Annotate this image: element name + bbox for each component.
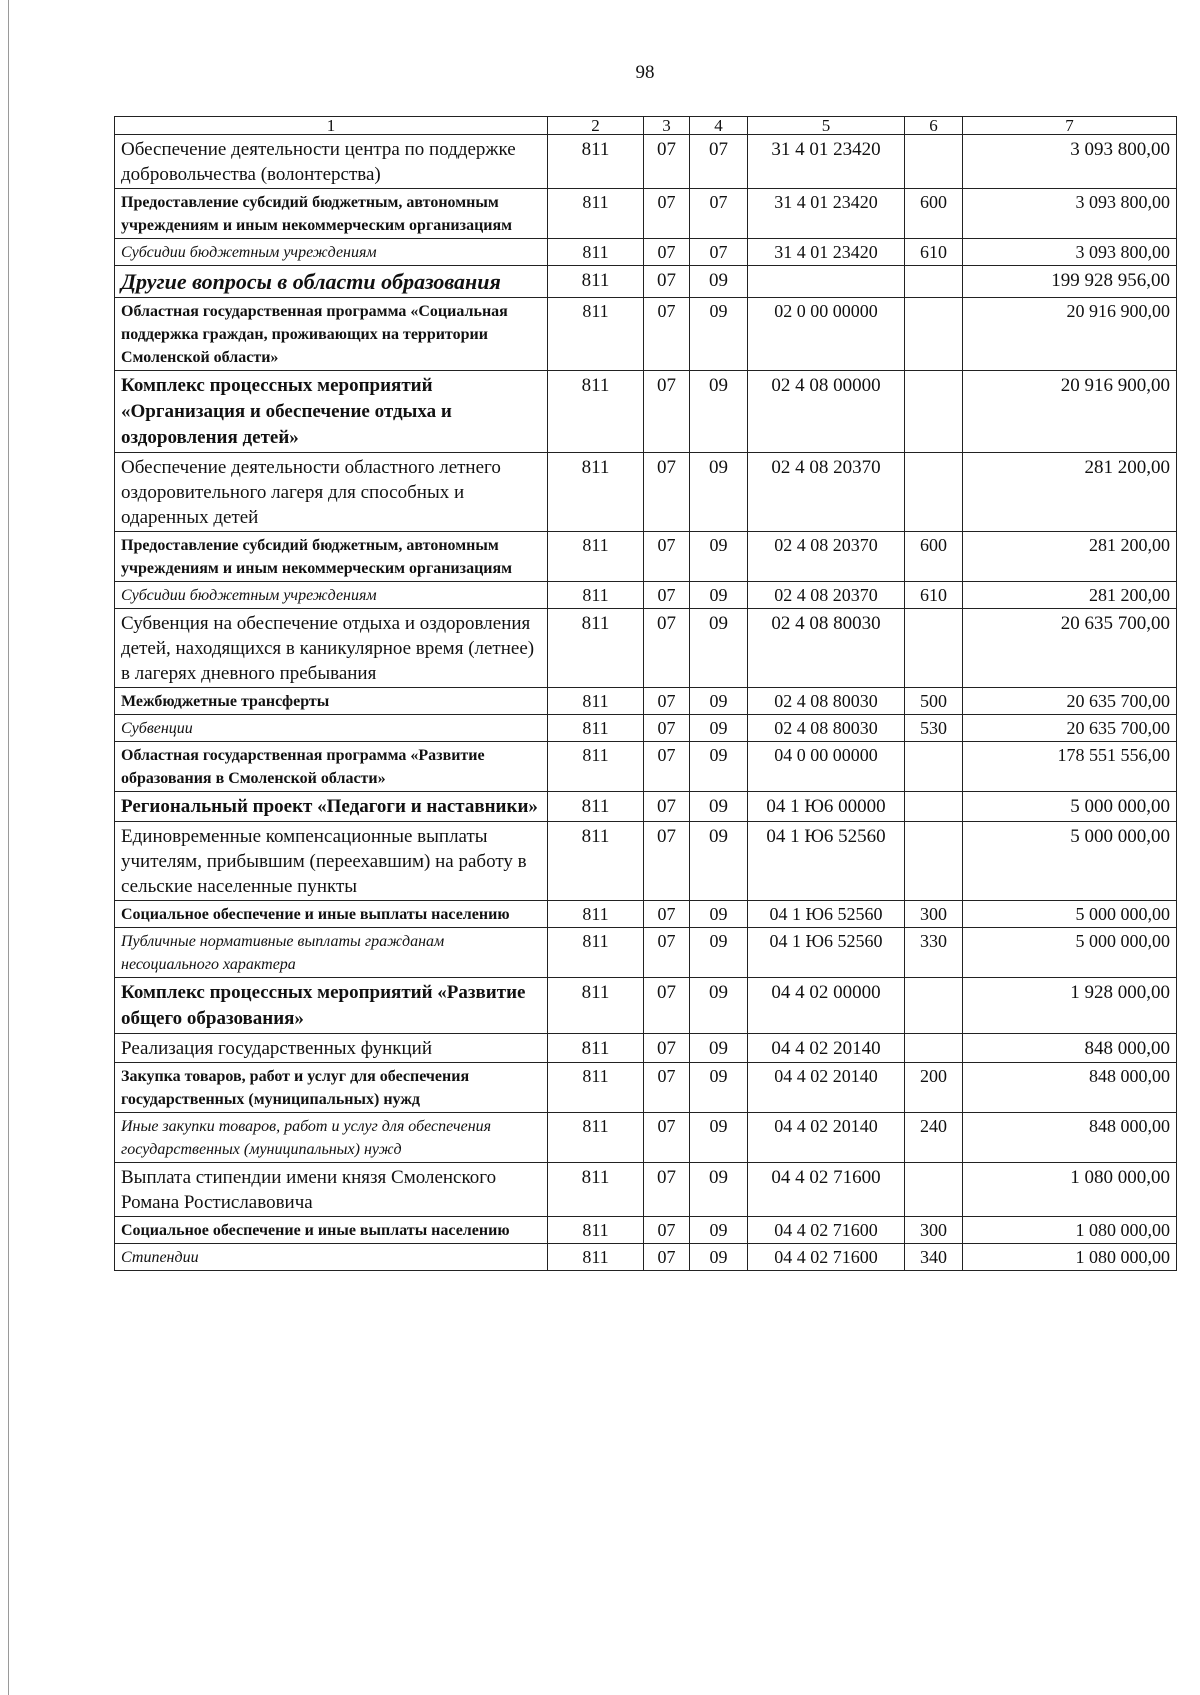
header-cell: 3 (644, 117, 690, 135)
row-amount-cell: 281 200,00 (963, 582, 1177, 609)
row-code-cell: 811 (548, 688, 644, 715)
row-section-cell: 07 (644, 1113, 690, 1163)
table-row (115, 453, 1177, 532)
row-section-cell: 07 (644, 239, 690, 266)
row-name-cell: Региональный проект «Педагоги и наставники» (115, 792, 548, 822)
row-target-article-cell: 02 4 08 20370 (748, 453, 905, 532)
row-expense-type-cell: 600 (905, 189, 963, 239)
row-code-cell: 811 (548, 792, 644, 822)
row-section-cell: 07 (644, 928, 690, 978)
row-name-cell: Публичные нормативные выплаты гражданам несоциального характера (115, 928, 548, 978)
row-section-cell: 07 (644, 978, 690, 1034)
row-subsection-cell: 09 (690, 1244, 748, 1271)
row-subsection-cell: 09 (690, 582, 748, 609)
header-row (115, 117, 1177, 135)
row-code-cell: 811 (548, 1217, 644, 1244)
row-section-cell: 07 (644, 1034, 690, 1063)
row-name-cell: Комплекс процессных мероприятий «Организация и обеспечение отдыха и оздоровления детей» (115, 371, 548, 453)
row-expense-type-cell: 300 (905, 901, 963, 928)
table-row (115, 189, 1177, 239)
row-name-cell: Реализация государственных функций (115, 1034, 548, 1063)
row-name-cell: Обеспечение деятельности областного летнего оздоровительного лагеря для способных и одаренных детей (115, 453, 548, 532)
table-row (115, 582, 1177, 609)
row-code-cell: 811 (548, 371, 644, 453)
row-target-article-cell: 04 1 Ю6 52560 (748, 901, 905, 928)
row-code-cell: 811 (548, 189, 644, 239)
row-code-cell: 811 (548, 1244, 644, 1271)
row-amount-cell: 3 093 800,00 (963, 239, 1177, 266)
row-subsection-cell: 09 (690, 1063, 748, 1113)
row-expense-type-cell: 330 (905, 928, 963, 978)
row-subsection-cell: 09 (690, 1034, 748, 1063)
row-name-cell: Межбюджетные трансферты (115, 688, 548, 715)
row-expense-type-cell: 340 (905, 1244, 963, 1271)
table-row (115, 239, 1177, 266)
row-target-article-cell: 04 1 Ю6 52560 (748, 928, 905, 978)
table-row (115, 266, 1177, 298)
row-amount-cell: 3 093 800,00 (963, 189, 1177, 239)
row-amount-cell: 1 080 000,00 (963, 1217, 1177, 1244)
row-name-cell: Выплата стипендии имени князя Смоленского Романа Ростиславовича (115, 1163, 548, 1217)
row-section-cell: 07 (644, 1063, 690, 1113)
row-subsection-cell: 09 (690, 532, 748, 582)
table-row (115, 135, 1177, 189)
row-subsection-cell: 09 (690, 298, 748, 371)
table-row (115, 1217, 1177, 1244)
table-row (115, 1163, 1177, 1217)
row-subsection-cell: 09 (690, 792, 748, 822)
row-section-cell: 07 (644, 371, 690, 453)
row-target-article-cell: 02 4 08 80030 (748, 609, 905, 688)
row-target-article-cell: 31 4 01 23420 (748, 135, 905, 189)
row-expense-type-cell (905, 1034, 963, 1063)
row-subsection-cell: 07 (690, 189, 748, 239)
row-target-article-cell: 02 0 00 00000 (748, 298, 905, 371)
table-row (115, 1034, 1177, 1063)
header-cell: 1 (115, 117, 548, 135)
row-section-cell: 07 (644, 901, 690, 928)
row-target-article-cell: 04 4 02 71600 (748, 1244, 905, 1271)
table-row (115, 822, 1177, 901)
row-subsection-cell: 07 (690, 239, 748, 266)
row-code-cell: 811 (548, 1113, 644, 1163)
row-amount-cell: 5 000 000,00 (963, 928, 1177, 978)
row-name-cell: Субвенции (115, 715, 548, 742)
table-row (115, 792, 1177, 822)
row-code-cell: 811 (548, 239, 644, 266)
row-target-article-cell: 02 4 08 80030 (748, 715, 905, 742)
row-subsection-cell: 09 (690, 1163, 748, 1217)
row-expense-type-cell (905, 371, 963, 453)
row-section-cell: 07 (644, 135, 690, 189)
row-subsection-cell: 09 (690, 371, 748, 453)
row-expense-type-cell: 530 (905, 715, 963, 742)
row-amount-cell: 20 635 700,00 (963, 688, 1177, 715)
row-section-cell: 07 (644, 298, 690, 371)
table-row (115, 901, 1177, 928)
row-section-cell: 07 (644, 688, 690, 715)
row-target-article-cell: 04 4 02 20140 (748, 1034, 905, 1063)
row-amount-cell: 178 551 556,00 (963, 742, 1177, 792)
row-expense-type-cell (905, 453, 963, 532)
row-target-article-cell: 04 0 00 00000 (748, 742, 905, 792)
header-cell: 7 (963, 117, 1177, 135)
row-subsection-cell: 09 (690, 978, 748, 1034)
table-row (115, 298, 1177, 371)
row-code-cell: 811 (548, 1163, 644, 1217)
row-section-cell: 07 (644, 1244, 690, 1271)
row-amount-cell: 1 080 000,00 (963, 1244, 1177, 1271)
row-code-cell: 811 (548, 742, 644, 792)
binding-line (8, 0, 9, 1695)
row-target-article-cell: 31 4 01 23420 (748, 189, 905, 239)
row-section-cell: 07 (644, 266, 690, 298)
row-code-cell: 811 (548, 901, 644, 928)
row-section-cell: 07 (644, 1217, 690, 1244)
row-amount-cell: 281 200,00 (963, 532, 1177, 582)
row-name-cell: Единовременные компенсационные выплаты учителям, прибывшим (переехавшим) на работу в сельские населенные пункты (115, 822, 548, 901)
row-section-cell: 07 (644, 822, 690, 901)
row-subsection-cell: 09 (690, 609, 748, 688)
row-expense-type-cell (905, 792, 963, 822)
row-amount-cell: 1 928 000,00 (963, 978, 1177, 1034)
row-target-article-cell (748, 266, 905, 298)
row-section-cell: 07 (644, 715, 690, 742)
row-expense-type-cell (905, 1163, 963, 1217)
row-expense-type-cell (905, 978, 963, 1034)
row-code-cell: 811 (548, 822, 644, 901)
row-target-article-cell: 04 4 02 20140 (748, 1113, 905, 1163)
table-row (115, 1063, 1177, 1113)
table-row (115, 688, 1177, 715)
row-target-article-cell: 02 4 08 80030 (748, 688, 905, 715)
header-cell: 6 (905, 117, 963, 135)
row-target-article-cell: 02 4 08 00000 (748, 371, 905, 453)
row-name-cell: Предоставление субсидий бюджетным, автономным учреждениям и иным некоммерческим организациям (115, 532, 548, 582)
row-subsection-cell: 09 (690, 742, 748, 792)
table-row (115, 532, 1177, 582)
row-subsection-cell: 09 (690, 715, 748, 742)
row-target-article-cell: 04 4 02 71600 (748, 1163, 905, 1217)
table-row (115, 371, 1177, 453)
header-cell: 5 (748, 117, 905, 135)
row-amount-cell: 281 200,00 (963, 453, 1177, 532)
row-section-cell: 07 (644, 582, 690, 609)
row-target-article-cell: 04 1 Ю6 00000 (748, 792, 905, 822)
table-row (115, 715, 1177, 742)
row-name-cell: Областная государственная программа «Развитие образования в Смоленской области» (115, 742, 548, 792)
row-subsection-cell: 09 (690, 453, 748, 532)
row-name-cell: Областная государственная программа «Социальная поддержка граждан, проживающих на территории Смоленской области» (115, 298, 548, 371)
row-expense-type-cell (905, 609, 963, 688)
row-target-article-cell: 04 4 02 20140 (748, 1063, 905, 1113)
budget-table (114, 116, 1177, 1271)
row-expense-type-cell (905, 266, 963, 298)
row-amount-cell: 199 928 956,00 (963, 266, 1177, 298)
row-name-cell: Субвенция на обеспечение отдыха и оздоровления детей, находящихся в каникулярное время (летнее) в лагерях дневного пребывания (115, 609, 548, 688)
row-name-cell: Предоставление субсидий бюджетным, автономным учреждениям и иным некоммерческим организациям (115, 189, 548, 239)
row-name-cell: Субсидии бюджетным учреждениям (115, 582, 548, 609)
row-name-cell: Иные закупки товаров, работ и услуг для обеспечения государственных (муниципальных) нужд (115, 1113, 548, 1163)
row-code-cell: 811 (548, 928, 644, 978)
row-amount-cell: 1 080 000,00 (963, 1163, 1177, 1217)
header-cell: 4 (690, 117, 748, 135)
row-section-cell: 07 (644, 792, 690, 822)
row-expense-type-cell: 610 (905, 239, 963, 266)
row-code-cell: 811 (548, 532, 644, 582)
row-name-cell: Другие вопросы в области образования (115, 266, 548, 298)
row-code-cell: 811 (548, 1034, 644, 1063)
row-expense-type-cell: 610 (905, 582, 963, 609)
row-expense-type-cell: 300 (905, 1217, 963, 1244)
row-code-cell: 811 (548, 453, 644, 532)
table-row (115, 1113, 1177, 1163)
row-code-cell: 811 (548, 609, 644, 688)
row-code-cell: 811 (548, 715, 644, 742)
row-name-cell: Закупка товаров, работ и услуг для обеспечения государственных (муниципальных) нужд (115, 1063, 548, 1113)
row-subsection-cell: 09 (690, 1113, 748, 1163)
row-amount-cell: 20 635 700,00 (963, 715, 1177, 742)
row-name-cell: Стипендии (115, 1244, 548, 1271)
table-row (115, 609, 1177, 688)
row-name-cell: Социальное обеспечение и иные выплаты населению (115, 1217, 548, 1244)
row-subsection-cell: 09 (690, 266, 748, 298)
row-code-cell: 811 (548, 978, 644, 1034)
row-expense-type-cell (905, 742, 963, 792)
header-cell: 2 (548, 117, 644, 135)
row-amount-cell: 20 635 700,00 (963, 609, 1177, 688)
row-expense-type-cell (905, 135, 963, 189)
row-amount-cell: 848 000,00 (963, 1063, 1177, 1113)
row-expense-type-cell (905, 822, 963, 901)
row-section-cell: 07 (644, 453, 690, 532)
row-target-article-cell: 31 4 01 23420 (748, 239, 905, 266)
row-section-cell: 07 (644, 532, 690, 582)
row-code-cell: 811 (548, 266, 644, 298)
row-target-article-cell: 04 4 02 00000 (748, 978, 905, 1034)
row-target-article-cell: 04 1 Ю6 52560 (748, 822, 905, 901)
row-subsection-cell: 09 (690, 688, 748, 715)
row-subsection-cell: 07 (690, 135, 748, 189)
row-subsection-cell: 09 (690, 1217, 748, 1244)
row-amount-cell: 848 000,00 (963, 1034, 1177, 1063)
row-code-cell: 811 (548, 135, 644, 189)
row-section-cell: 07 (644, 189, 690, 239)
row-amount-cell: 20 916 900,00 (963, 298, 1177, 371)
row-expense-type-cell: 200 (905, 1063, 963, 1113)
row-amount-cell: 5 000 000,00 (963, 901, 1177, 928)
table-row (115, 742, 1177, 792)
row-subsection-cell: 09 (690, 822, 748, 901)
row-expense-type-cell: 240 (905, 1113, 963, 1163)
row-code-cell: 811 (548, 1063, 644, 1113)
row-expense-type-cell (905, 298, 963, 371)
row-target-article-cell: 02 4 08 20370 (748, 582, 905, 609)
page-number: 98 (635, 62, 655, 83)
table-row (115, 978, 1177, 1034)
row-section-cell: 07 (644, 742, 690, 792)
table-row (115, 928, 1177, 978)
row-code-cell: 811 (548, 582, 644, 609)
row-amount-cell: 20 916 900,00 (963, 371, 1177, 453)
row-target-article-cell: 04 4 02 71600 (748, 1217, 905, 1244)
row-code-cell: 811 (548, 298, 644, 371)
row-name-cell: Социальное обеспечение и иные выплаты населению (115, 901, 548, 928)
row-target-article-cell: 02 4 08 20370 (748, 532, 905, 582)
row-subsection-cell: 09 (690, 928, 748, 978)
row-section-cell: 07 (644, 609, 690, 688)
row-section-cell: 07 (644, 1163, 690, 1217)
row-name-cell: Обеспечение деятельности центра по поддержке добровольчества (волонтерства) (115, 135, 548, 189)
table-row (115, 1244, 1177, 1271)
row-amount-cell: 848 000,00 (963, 1113, 1177, 1163)
row-expense-type-cell: 600 (905, 532, 963, 582)
table-body (115, 117, 1177, 1271)
row-amount-cell: 3 093 800,00 (963, 135, 1177, 189)
row-subsection-cell: 09 (690, 901, 748, 928)
row-amount-cell: 5 000 000,00 (963, 822, 1177, 901)
row-amount-cell: 5 000 000,00 (963, 792, 1177, 822)
row-name-cell: Субсидии бюджетным учреждениям (115, 239, 548, 266)
row-name-cell: Комплекс процессных мероприятий «Развитие общего образования» (115, 978, 548, 1034)
row-expense-type-cell: 500 (905, 688, 963, 715)
